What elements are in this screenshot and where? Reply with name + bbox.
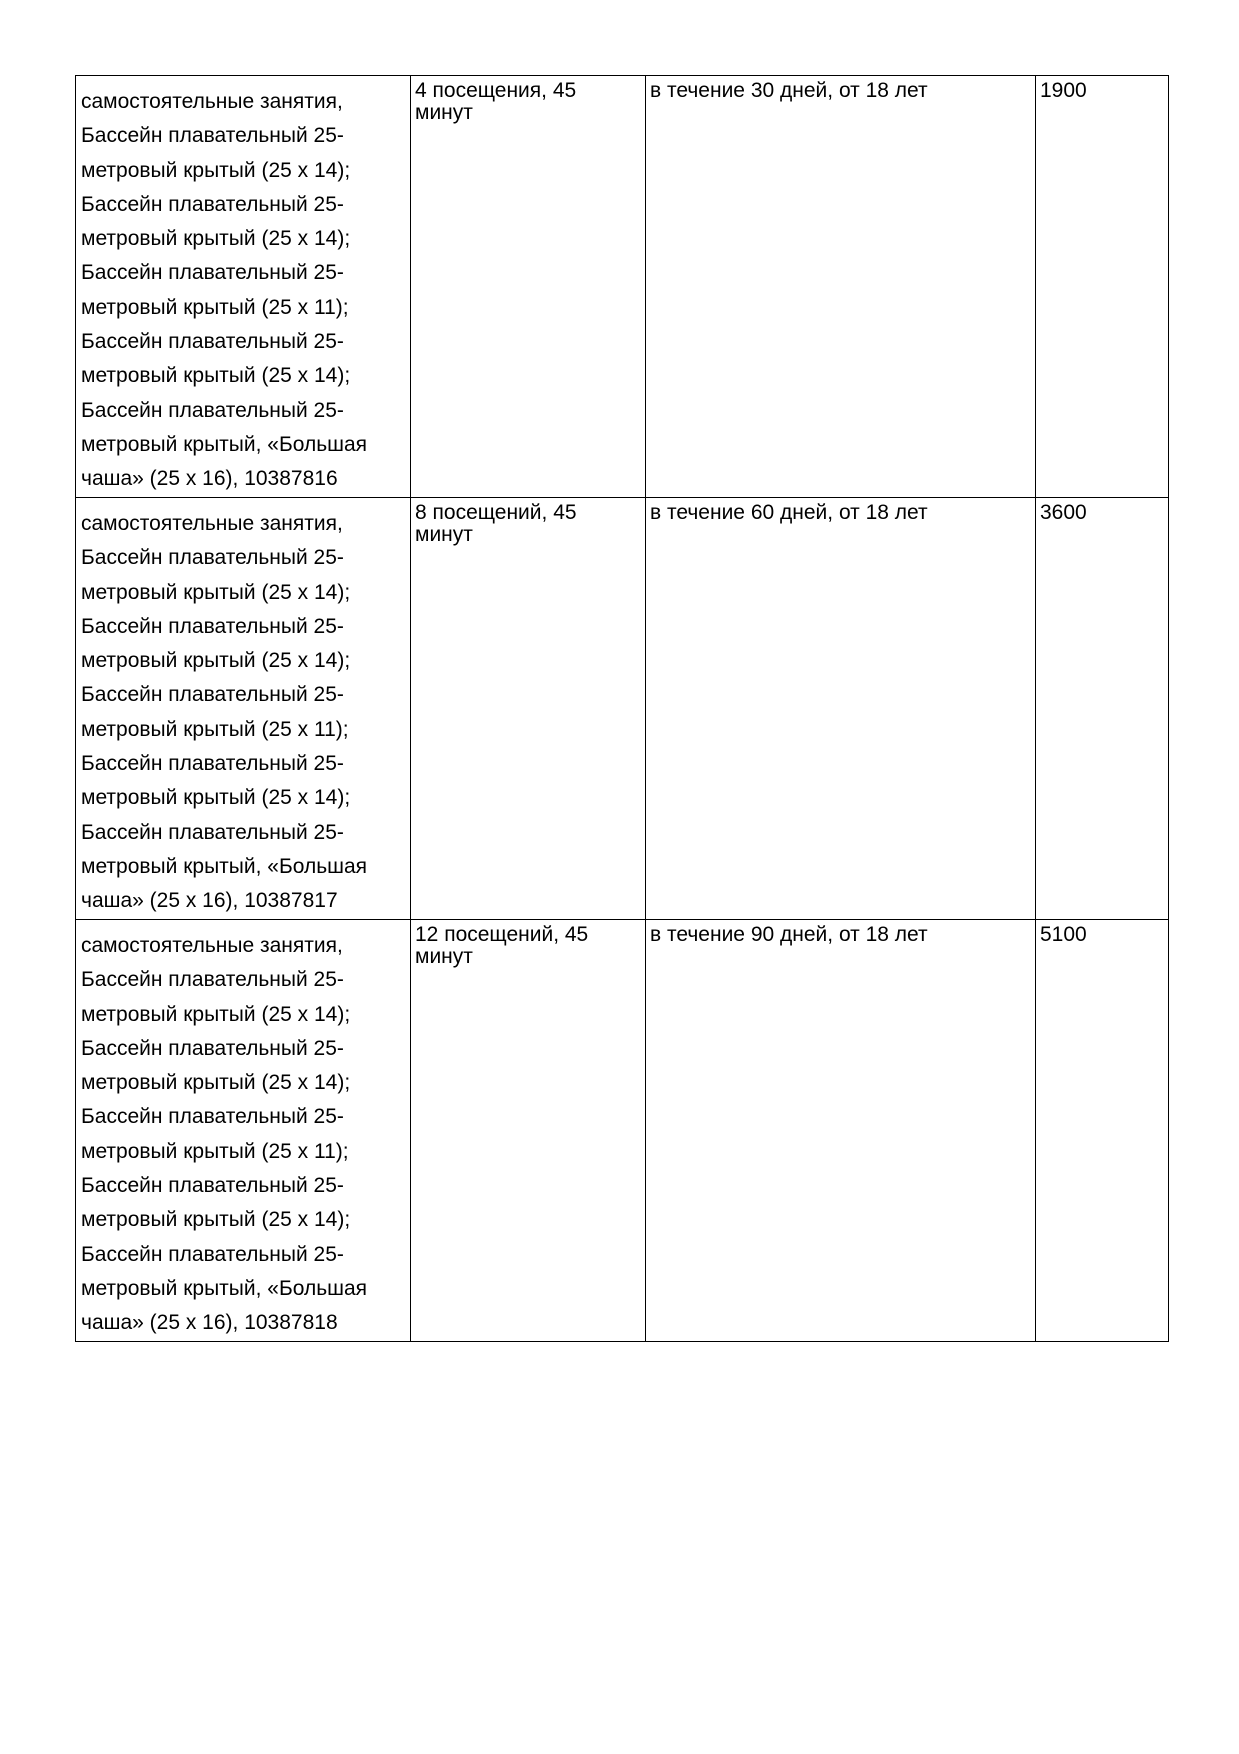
description-cell: самостоятельные занятия, Бассейн плавательный 25- метровый крытый (25 х 14); Бассейн плавательный 25- метровый крытый (25 х 14); Бассейн плавательный 25- метровый крытый (25 х 11); Бассейн плавательный 25- метровый крытый (25 х 14); Бассейн плавательный 25- метровый крытый, «Большая чаша» (25 х 16), 10387816 — [76, 76, 411, 498]
visits-cell: 8 посещений, 45 минут — [411, 498, 646, 920]
price-cell: 3600 — [1036, 498, 1169, 920]
description-cell: самостоятельные занятия, Бассейн плавательный 25- метровый крытый (25 х 14); Бассейн плавательный 25- метровый крытый (25 х 14); Бассейн плавательный 25- метровый крытый (25 х 11); Бассейн плавательный 25- метровый крытый (25 х 14); Бассейн плавательный 25- метровый крытый, «Большая чаша» (25 х 16), 10387817 — [76, 498, 411, 920]
description-cell: самостоятельные занятия, Бассейн плавательный 25- метровый крытый (25 х 14); Бассейн плавательный 25- метровый крытый (25 х 14); Бассейн плавательный 25- метровый крытый (25 х 11); Бассейн плавательный 25- метровый крытый (25 х 14); Бассейн плавательный 25- метровый крытый, «Большая чаша» (25 х 16), 10387818 — [76, 920, 411, 1342]
price-table — [75, 75, 1169, 1342]
validity-cell: в течение 90 дней, от 18 лет — [646, 920, 1036, 1342]
price-cell: 1900 — [1036, 76, 1169, 498]
table-row — [76, 498, 1169, 920]
visits-cell: 12 посещений, 45 минут — [411, 920, 646, 1342]
validity-cell: в течение 30 дней, от 18 лет — [646, 76, 1036, 498]
visits-cell: 4 посещения, 45 минут — [411, 76, 646, 498]
table-row — [76, 76, 1169, 498]
validity-cell: в течение 60 дней, от 18 лет — [646, 498, 1036, 920]
table-row — [76, 920, 1169, 1342]
price-cell: 5100 — [1036, 920, 1169, 1342]
